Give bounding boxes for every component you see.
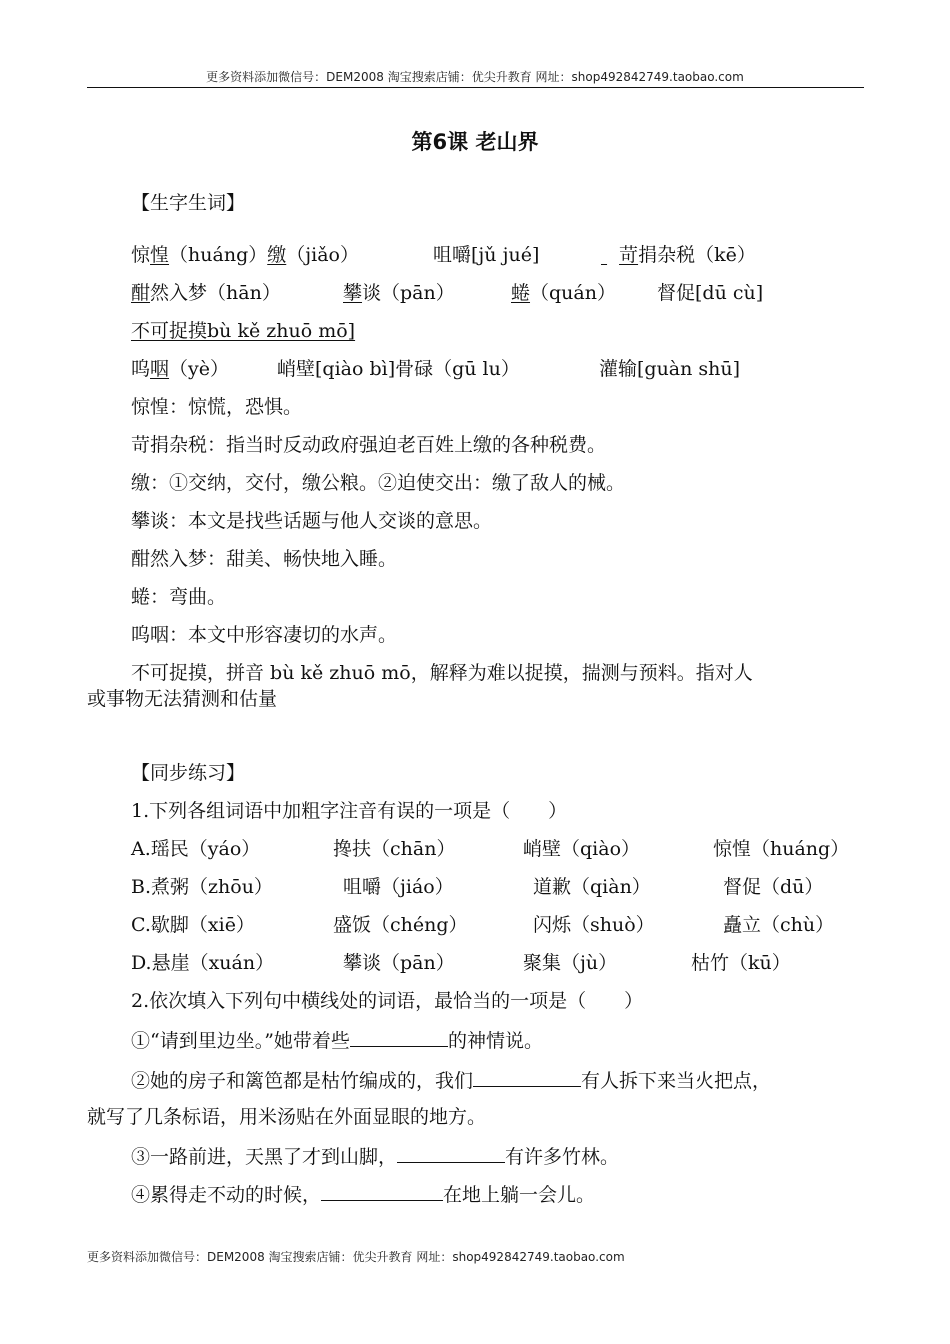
option-item: 道歉（qiàn）: [533, 876, 651, 898]
sentence-4: ④累得走不动的时候， 在地上躺一会儿。: [131, 1180, 595, 1208]
option-item: 聚集（jù）: [523, 952, 618, 974]
vocab-item: 攀谈（pān）: [343, 282, 455, 304]
option-item: 攀谈（pān）: [343, 952, 455, 974]
vocab-item: 蜷（quán）: [511, 282, 616, 304]
blank: [350, 1026, 448, 1047]
definition: 蜷：弯曲。: [131, 586, 227, 608]
vocab-heading: 【生字生词】: [131, 192, 246, 214]
page-title: 第6课 老山界: [411, 130, 539, 154]
definition: 苛捐杂税：指当时反动政府强迫老百姓上缴的各种税费。: [131, 434, 607, 456]
sentence-2-cont: 就写了几条标语，用米汤贴在外面显眼的地方。: [87, 1106, 487, 1128]
option-item: 督促（dū）: [723, 876, 824, 898]
page-header: 更多资料添加微信号：DEM2008 淘宝搜索店铺：优尖升教育 网址：shop492842749.taobao.com: [206, 70, 744, 84]
practice-heading: 【同步练习】: [131, 762, 246, 784]
vocab-item: 峭壁[qiào bì]骨碌（gū lu）: [277, 358, 520, 380]
option-item: D.悬崖（xuán）: [131, 952, 275, 974]
definition: 惊惶：惊慌，恐惧。: [131, 396, 303, 418]
option-item: 枯竹（kū）: [691, 952, 791, 974]
option-item: 惊惶（huáng）: [713, 838, 850, 860]
option-item: A.瑶民（yáo）: [131, 838, 261, 860]
definition: 缴：①交纳，交付，缴公粮。②迫使交出：缴了敌人的械。: [131, 472, 626, 494]
option-item: 闪烁（shuò）: [533, 914, 655, 936]
sentence-3: ③一路前进，天黑了才到山脚， 有许多竹林。: [131, 1142, 619, 1170]
question-1: 1.下列各组词语中加粗字注音有误的一项是（ ）: [131, 800, 568, 822]
vocab-item: 苛捐杂税（kē）: [619, 244, 756, 266]
vocab-row-3: 不可捉摸bù kě zhuō mō]: [131, 320, 356, 342]
definition-paragraph-cont: 或事物无法猜测和估量: [87, 688, 278, 710]
header-rule: [87, 87, 864, 88]
blank: [321, 1180, 443, 1201]
vocab-item: 督促[dū cù]: [657, 282, 764, 304]
definition: 攀谈：本文是找些话题与他人交谈的意思。: [131, 510, 493, 532]
definition: 酣然入梦：甜美、畅快地入睡。: [131, 548, 398, 570]
option-item: B.煮粥（zhōu）: [131, 876, 273, 898]
definition-paragraph: 不可捉摸，拼音 bù kě zhuō mō，解释为难以捉摸，揣测与预料。指对人: [131, 662, 753, 684]
option-item: 咀嚼（jiáo）: [343, 876, 454, 898]
blank: [473, 1066, 581, 1087]
option-item: 峭壁（qiào）: [523, 838, 641, 860]
vocab-item: 惊惶（huáng）缴（jiǎo）: [131, 244, 359, 266]
blank: [397, 1142, 505, 1163]
option-item: C.歇脚（xiē）: [131, 914, 255, 936]
sentence-2: ②她的房子和篱笆都是枯竹编成的，我们 有人拆下来当火把点，: [131, 1066, 771, 1094]
option-item: 盛饭（chéng）: [333, 914, 468, 936]
option-item: 搀扶（chān）: [333, 838, 456, 860]
vocab-item: 呜咽（yè）: [131, 358, 230, 380]
question-2: 2.依次填入下列句中横线处的词语，最恰当的一项是（ ）: [131, 990, 644, 1012]
sentence-1: ①“请到里边坐。”她带着些 的神情说。: [131, 1026, 543, 1054]
vocab-item: 咀嚼[jǔ jué]: [433, 244, 540, 266]
vocab-item: 酣然入梦（hān）: [131, 282, 281, 304]
page-footer: 更多资料添加微信号：DEM2008 淘宝搜索店铺：优尖升教育 网址：shop492842749.taobao.com: [87, 1250, 625, 1264]
option-item: 矗立（chù）: [723, 914, 835, 936]
vocab-item: 灌输[guàn shū]: [599, 358, 741, 380]
definition: 呜咽：本文中形容凄切的水声。: [131, 624, 398, 646]
